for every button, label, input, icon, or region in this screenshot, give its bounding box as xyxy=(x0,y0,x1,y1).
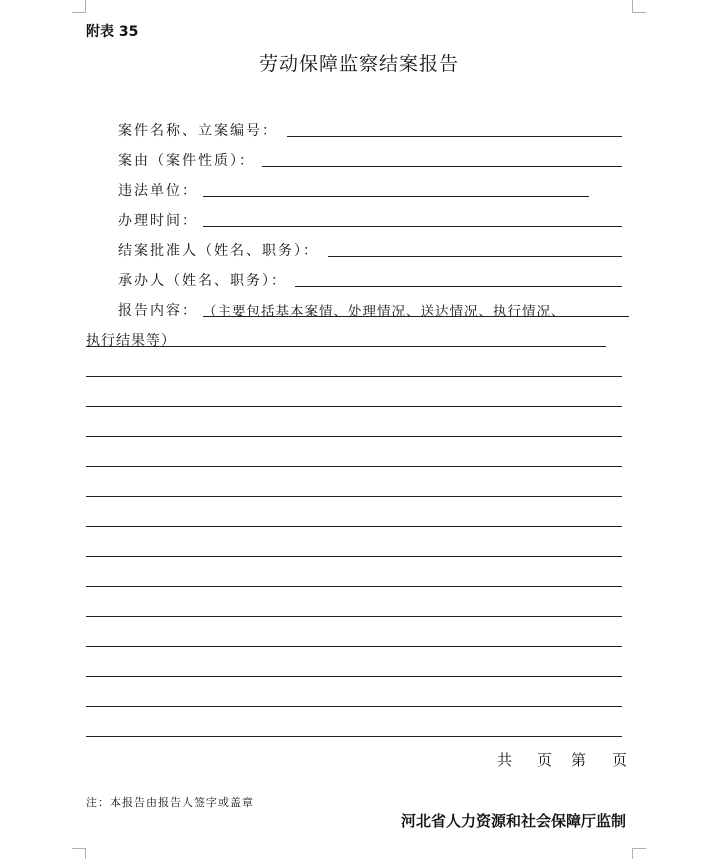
report-content-label: 报告内容： xyxy=(118,303,198,319)
crop-mark-top-left-h xyxy=(72,12,86,13)
page-total-prefix: 共 xyxy=(497,751,513,769)
writing-line[interactable] xyxy=(86,436,622,437)
crop-mark-bottom-left-h xyxy=(72,848,86,849)
writing-line[interactable] xyxy=(86,556,622,557)
handler-line[interactable] xyxy=(295,286,622,287)
handling-time-line[interactable] xyxy=(203,226,622,227)
approver-label: 结案批准人（姓名、职务）： xyxy=(118,243,319,259)
writing-line[interactable] xyxy=(86,526,622,527)
report-content-note-line2: 执行结果等） xyxy=(86,333,176,349)
page-current-prefix: 第 xyxy=(571,751,587,769)
writing-line[interactable] xyxy=(86,646,622,647)
crop-mark-bottom-left-v xyxy=(85,848,86,859)
case-name-label: 案件名称、立案编号： xyxy=(118,123,278,139)
writing-line[interactable] xyxy=(86,586,622,587)
handler-label: 承办人（姓名、职务）： xyxy=(118,273,287,289)
page-total-suffix: 页 xyxy=(537,751,553,769)
case-cause-label: 案由（案件性质）： xyxy=(118,153,255,169)
writing-line[interactable] xyxy=(86,736,622,737)
issuer-label: 河北省人力资源和社会保障厅监制 xyxy=(400,812,626,830)
approver-line[interactable] xyxy=(328,256,622,257)
report-content-note-line1: （主要包括基本案情、处理情况、送达情况、执行情况、 xyxy=(203,304,566,320)
crop-mark-top-left-v xyxy=(85,0,86,12)
footnote: 注：本报告由报告人签字或盖章 xyxy=(86,796,254,809)
writing-line[interactable] xyxy=(86,676,622,677)
case-name-line[interactable] xyxy=(287,136,622,137)
writing-line[interactable] xyxy=(86,616,622,617)
report-content-line2[interactable] xyxy=(86,346,606,347)
writing-line[interactable] xyxy=(86,496,622,497)
handling-time-label: 办理时间： xyxy=(118,213,198,229)
report-content-line1[interactable] xyxy=(203,316,629,317)
page-current-suffix: 页 xyxy=(612,751,628,769)
writing-line[interactable] xyxy=(86,706,622,707)
writing-line[interactable] xyxy=(86,376,622,377)
crop-mark-bottom-right-h xyxy=(632,848,646,849)
page-title: 劳动保障监察结案报告 xyxy=(258,53,459,75)
crop-mark-bottom-right-v xyxy=(632,848,633,859)
writing-line[interactable] xyxy=(86,406,622,407)
writing-line[interactable] xyxy=(86,466,622,467)
case-cause-line[interactable] xyxy=(262,166,622,167)
violating-unit-label: 违法单位： xyxy=(118,183,198,199)
crop-mark-top-right-h xyxy=(632,12,646,13)
appendix-label: 附表 35 xyxy=(86,24,139,40)
violating-unit-line[interactable] xyxy=(203,196,589,197)
crop-mark-top-right-v xyxy=(632,0,633,12)
